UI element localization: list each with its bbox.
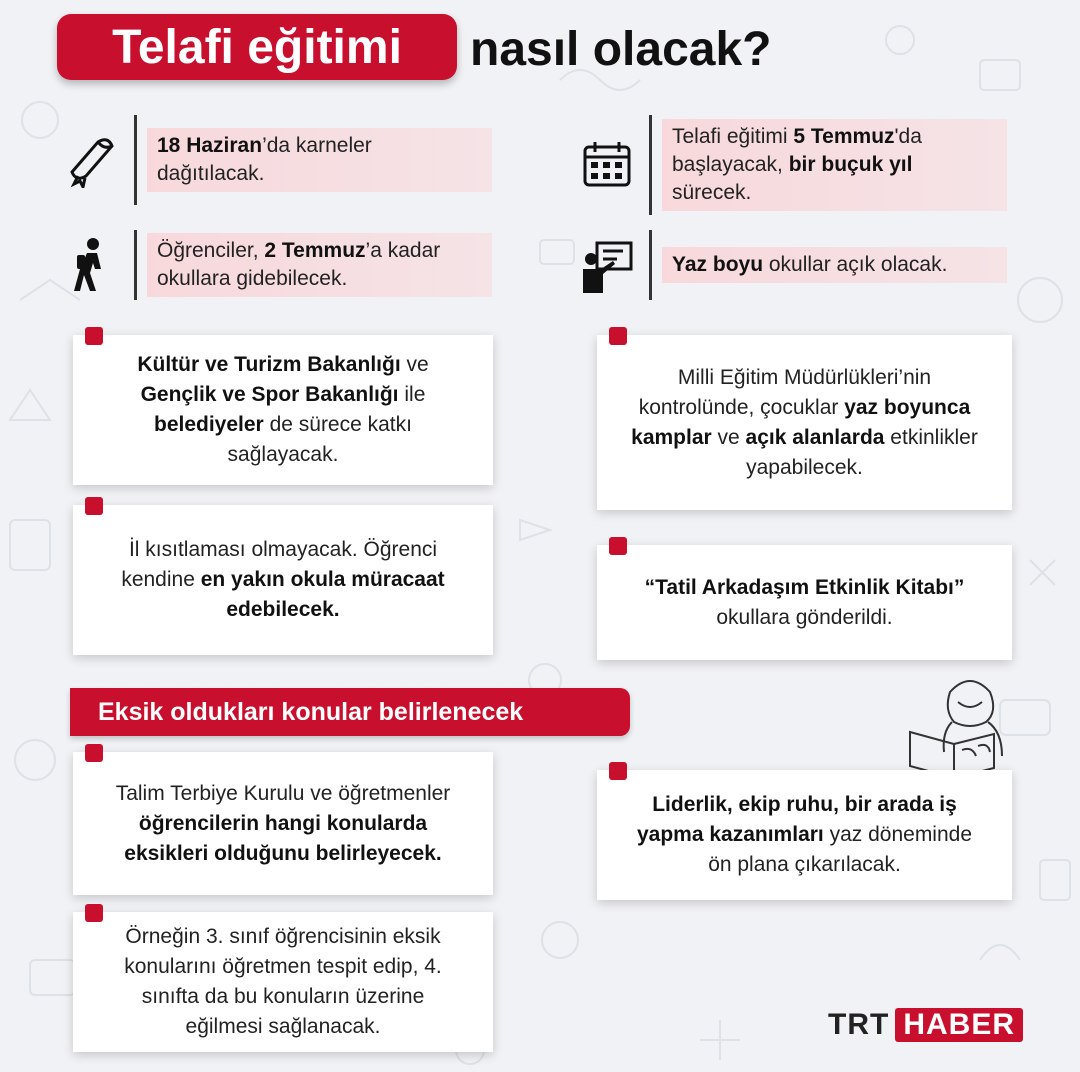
red-tag: [609, 762, 627, 780]
text: okullar açık olacak.: [763, 253, 948, 276]
bold-text: belediyeler: [154, 413, 264, 436]
text: ve: [400, 353, 429, 376]
text: Telafi eğitimi: [672, 125, 794, 148]
text: ve: [711, 425, 746, 449]
card-milli-egitim: [597, 335, 1012, 510]
title-highlight: Telafi eğitimi: [57, 14, 457, 80]
card-text: [73, 922, 493, 1042]
text: de sürece katkı sağlayacak.: [227, 413, 412, 466]
card-etkinlik-kitabi: [597, 545, 1012, 660]
bold-text: 18 Haziran: [157, 134, 263, 157]
bold-text: en yakın okula müracaat edebilecek.: [200, 568, 445, 621]
info-text: [147, 233, 492, 297]
diploma-icon: [62, 130, 122, 190]
bold-text: 5 Temmuz: [793, 125, 895, 148]
card-text: [73, 535, 493, 625]
bold-text: Gençlik ve Spor Bakanlığı: [140, 383, 399, 406]
red-tag: [85, 497, 103, 515]
info-item-karne: [62, 115, 492, 205]
card-bakanliklar: [73, 335, 493, 485]
bold-text: öğrencilerin hangi konularda eksikleri olduğunu belirleyecek.: [124, 811, 442, 865]
card-text: [73, 779, 493, 869]
red-tag: [85, 744, 103, 762]
red-tag: [85, 904, 103, 922]
text: Milli Eğitim Müdürlükleri’nin kontrolünde, çocuklar: [638, 365, 932, 419]
text: etkinlikler yapabilecek.: [746, 425, 978, 479]
bold-text: Liderlik, ekip ruhu, bir arada iş yapma kazanımları: [636, 793, 957, 846]
trt-haber-logo: [828, 1008, 1023, 1042]
bold-text: “Tatil Arkadaşım Etkinlik Kitabı”: [644, 575, 965, 599]
text: Örneğin 3. sınıf öğrencisinin eksik konularını öğretmen tespit edip, 4. sınıfta da bu konuların üzerine eğilmesi sağlanacak.: [124, 925, 442, 1038]
red-tag: [85, 327, 103, 345]
calendar-icon: [577, 135, 637, 195]
teacher-board-icon: [577, 235, 637, 295]
text: ’da karneler dağıtılacak.: [157, 134, 372, 185]
red-tag: [609, 327, 627, 345]
logo-haber: HABER: [895, 1008, 1023, 1042]
bold-text: yaz boyunca kamplar: [631, 395, 971, 449]
text: okullara gönderildi.: [716, 605, 893, 629]
red-tag: [609, 537, 627, 555]
card-text: [73, 350, 493, 470]
bold-text: 2 Temmuz: [264, 239, 366, 262]
bold-text: Yaz boyu: [672, 253, 764, 276]
card-liderlik: [597, 770, 1012, 900]
info-text: [147, 128, 492, 192]
card-il-kisitlamasi: [73, 505, 493, 655]
bold-text: açık alanlarda: [745, 425, 885, 449]
student-walking-icon: [62, 235, 122, 295]
info-item-ogrenciler: [62, 230, 492, 300]
section-label: Eksik oldukları konular belirlenecek: [70, 688, 630, 736]
card-ornek: [73, 912, 493, 1052]
logo-trt: TRT: [828, 1008, 890, 1041]
card-text: [597, 573, 1012, 633]
card-talim-terbiye: [73, 752, 493, 895]
text: sürecek.: [672, 181, 752, 204]
title-rest: nasıl olacak?: [470, 23, 772, 76]
text: yaz döneminde ön plana çıkarılacak.: [708, 823, 973, 876]
text: İl kısıtlaması olmayacak. Öğrenci kendine: [121, 538, 438, 591]
bold-text: bir buçuk yıl: [788, 153, 913, 176]
text: Öğrenciler,: [157, 239, 265, 262]
text: ile: [398, 383, 426, 406]
info-text: [662, 247, 1007, 283]
card-text: [597, 790, 1012, 880]
text: 'da başlayacak,: [672, 125, 922, 176]
text: Talim Terbiye Kurulu ve öğretmenler: [115, 781, 451, 805]
info-item-yaz: [577, 230, 1007, 300]
info-text: [662, 119, 1007, 211]
bold-text: Kültür ve Turizm Bakanlığı: [137, 353, 401, 376]
info-item-baslangic: [577, 115, 1007, 215]
reading-girl-illustration: [900, 672, 1025, 782]
card-text: [597, 363, 1012, 483]
text: ’a kadar okullara gidebilecek.: [157, 239, 441, 290]
